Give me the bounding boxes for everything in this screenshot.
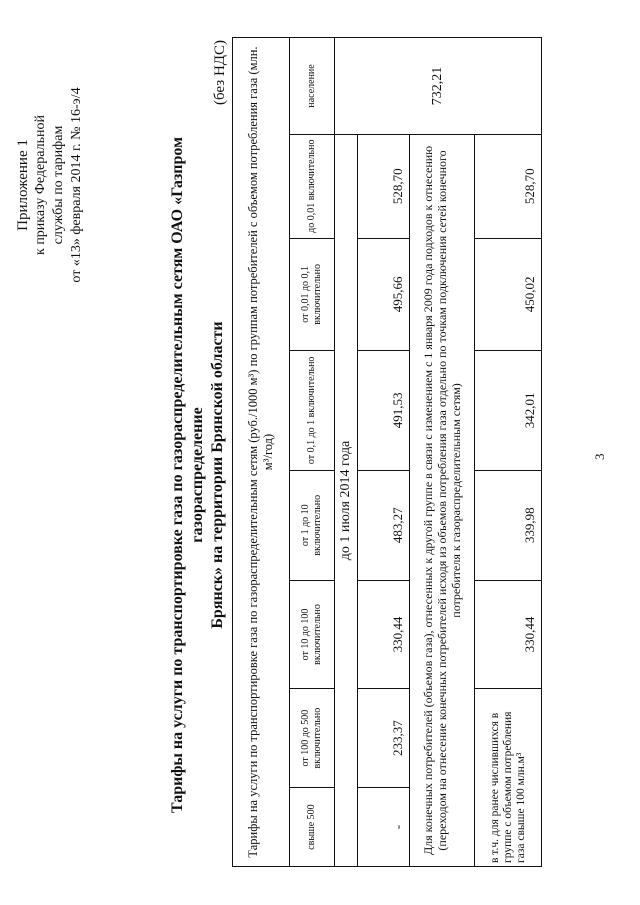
table-row — [475, 38, 542, 867]
title-line-1: Тарифы на услуги по транспортировке газа по газораспределительным сетям ОАО «Газпром газораспределение — [169, 136, 206, 814]
tariff-cell: 495,66 — [358, 238, 410, 351]
population-tariff: 732,21 — [335, 38, 542, 135]
group-header: от 0,01 до 0,1 включительно — [290, 238, 335, 351]
tariff-cell: 483,27 — [358, 470, 410, 580]
tariff-cell: 528,70 — [475, 134, 542, 238]
group-header: до 0,01 включительно — [290, 134, 335, 238]
appendix-line-2: к приказу Федеральной — [33, 115, 48, 255]
group-header: население — [290, 38, 335, 135]
tariff-cell: 342,01 — [475, 351, 542, 470]
sub-group-label: в т.ч. для ранее числившихся в группе с объемом потребления газа свыше 100 млн.м³ — [475, 689, 542, 867]
page-number: 3 — [592, 453, 607, 460]
group-header: от 0,1 до 1 включительно — [290, 351, 335, 470]
table-main-header: Тарифы на услуги по транспортировке газа по газораспределительным сетям (руб./1000 м³) по группам потребителей с объемом потребления газа (млн. м³/год) — [233, 38, 290, 867]
document-title — [168, 85, 228, 865]
tariff-cell: 330,44 — [358, 580, 410, 688]
appendix-header — [14, 25, 86, 345]
appendix-line-4: от «13» февраля 2014 г. № 16-э/4 — [69, 87, 84, 283]
tariff-table — [232, 37, 542, 867]
tariff-cell: - — [358, 788, 410, 867]
group-header-row — [290, 38, 335, 867]
vat-note: (без НДС) — [212, 39, 228, 105]
tariff-cell: 233,37 — [358, 689, 410, 788]
group-header: от 10 до 100 включительно — [290, 580, 335, 688]
tariff-cell: 339,98 — [475, 470, 542, 580]
period-header: до 1 июля 2014 года — [335, 134, 358, 866]
appendix-line-3: службы по тарифам — [51, 125, 66, 245]
tariff-cell: 491,53 — [358, 351, 410, 470]
tariff-cell: 330,44 — [475, 580, 542, 688]
tariff-cell: 528,70 — [358, 134, 410, 238]
group-header: от 100 до 500 включительно — [290, 689, 335, 788]
table-row — [358, 38, 410, 867]
group-header: свыше 500 — [290, 788, 335, 867]
reassignment-note: Для конечных потребителей (объемов газа), отнесенных к другой группе в связи с изменением с 1 января 2009 года подходов к отнесению (переходом на отнесение конечных потребителей исходя из объемов потребления газа отдельно по точкам подключения сетей конечного потребителя к газораспределительным сетям) — [410, 134, 475, 866]
title-line-2: Брянск» на территории Брянской области — [209, 321, 226, 629]
tariff-cell: 450,02 — [475, 238, 542, 351]
appendix-line-1: Приложение 1 — [15, 139, 31, 231]
group-header: от 1 до 10 включительно — [290, 470, 335, 580]
